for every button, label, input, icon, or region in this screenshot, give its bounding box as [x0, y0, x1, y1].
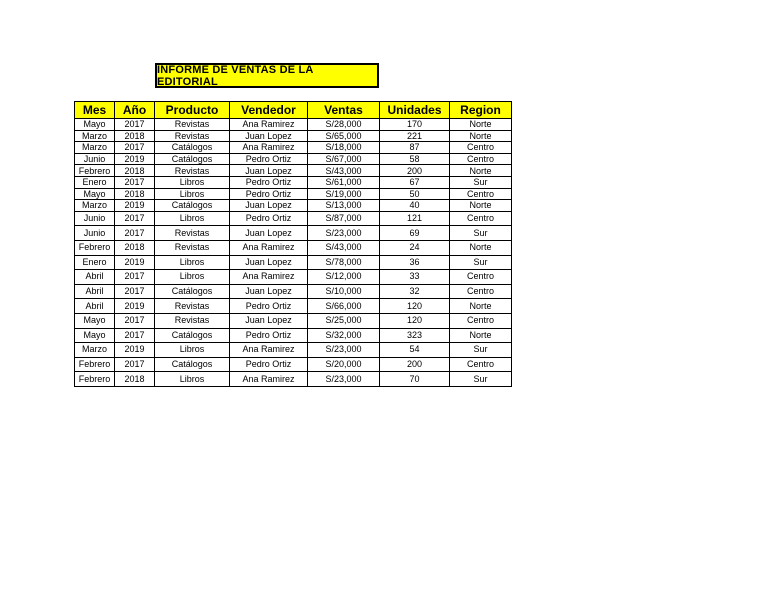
column-header-vendedor: Vendedor	[230, 102, 308, 119]
cell-producto: Libros	[155, 211, 230, 226]
cell-mes: Mayo	[75, 328, 115, 343]
cell-producto: Revistas	[155, 119, 230, 131]
cell-ventas: S/23,000	[308, 226, 380, 241]
cell-region: Sur	[450, 343, 512, 358]
table-row	[75, 284, 512, 299]
cell-unidades: 323	[380, 328, 450, 343]
cell-mes: Mayo	[75, 188, 115, 200]
cell-producto: Revistas	[155, 240, 230, 255]
cell-unidades: 200	[380, 165, 450, 177]
cell-mes: Mayo	[75, 119, 115, 131]
cell-vendedor: Juan Lopez	[230, 130, 308, 142]
cell-unidades: 36	[380, 255, 450, 270]
cell-unidades: 120	[380, 313, 450, 328]
cell-mes: Abril	[75, 299, 115, 314]
table-row	[75, 119, 512, 131]
cell-ano: 2018	[115, 188, 155, 200]
cell-vendedor: Ana Ramirez	[230, 270, 308, 285]
table-row	[75, 328, 512, 343]
cell-ventas: S/78,000	[308, 255, 380, 270]
cell-mes: Marzo	[75, 200, 115, 212]
cell-ventas: S/65,000	[308, 130, 380, 142]
column-header-ano: Año	[115, 102, 155, 119]
cell-ventas: S/18,000	[308, 142, 380, 154]
cell-vendedor: Ana Ramirez	[230, 240, 308, 255]
cell-ano: 2019	[115, 200, 155, 212]
cell-unidades: 70	[380, 372, 450, 387]
cell-unidades: 221	[380, 130, 450, 142]
cell-mes: Febrero	[75, 372, 115, 387]
column-header-producto: Producto	[155, 102, 230, 119]
cell-region: Centro	[450, 211, 512, 226]
cell-vendedor: Pedro Ortiz	[230, 153, 308, 165]
cell-ventas: S/19,000	[308, 188, 380, 200]
table-row	[75, 142, 512, 154]
cell-region: Sur	[450, 176, 512, 188]
cell-producto: Libros	[155, 188, 230, 200]
cell-producto: Libros	[155, 372, 230, 387]
cell-mes: Marzo	[75, 142, 115, 154]
cell-ano: 2017	[115, 328, 155, 343]
cell-region: Norte	[450, 299, 512, 314]
table-row	[75, 200, 512, 212]
cell-producto: Libros	[155, 270, 230, 285]
cell-unidades: 120	[380, 299, 450, 314]
cell-producto: Libros	[155, 343, 230, 358]
cell-region: Norte	[450, 240, 512, 255]
cell-mes: Junio	[75, 153, 115, 165]
table-row	[75, 226, 512, 241]
cell-region: Centro	[450, 357, 512, 372]
table-row	[75, 357, 512, 372]
cell-unidades: 170	[380, 119, 450, 131]
cell-ano: 2017	[115, 284, 155, 299]
cell-region: Norte	[450, 130, 512, 142]
cell-ventas: S/32,000	[308, 328, 380, 343]
cell-ventas: S/61,000	[308, 176, 380, 188]
cell-mes: Marzo	[75, 130, 115, 142]
cell-ano: 2019	[115, 299, 155, 314]
cell-ventas: S/28,000	[308, 119, 380, 131]
table-row	[75, 165, 512, 177]
report-title: INFORME DE VENTAS DE LA EDITORIAL	[155, 63, 379, 88]
cell-vendedor: Pedro Ortiz	[230, 328, 308, 343]
cell-mes: Febrero	[75, 165, 115, 177]
cell-unidades: 54	[380, 343, 450, 358]
cell-producto: Revistas	[155, 299, 230, 314]
table-row	[75, 255, 512, 270]
cell-vendedor: Juan Lopez	[230, 284, 308, 299]
sales-table	[74, 101, 512, 387]
cell-vendedor: Juan Lopez	[230, 255, 308, 270]
cell-region: Centro	[450, 313, 512, 328]
cell-unidades: 58	[380, 153, 450, 165]
cell-producto: Revistas	[155, 313, 230, 328]
cell-vendedor: Juan Lopez	[230, 313, 308, 328]
cell-producto: Catálogos	[155, 142, 230, 154]
cell-region: Norte	[450, 328, 512, 343]
cell-region: Centro	[450, 188, 512, 200]
cell-vendedor: Pedro Ortiz	[230, 176, 308, 188]
cell-vendedor: Juan Lopez	[230, 226, 308, 241]
cell-region: Centro	[450, 284, 512, 299]
table-row	[75, 372, 512, 387]
cell-mes: Abril	[75, 270, 115, 285]
cell-ano: 2017	[115, 211, 155, 226]
cell-region: Centro	[450, 270, 512, 285]
cell-mes: Abril	[75, 284, 115, 299]
cell-region: Norte	[450, 119, 512, 131]
cell-producto: Catálogos	[155, 284, 230, 299]
column-header-unidades: Unidades	[380, 102, 450, 119]
table-row	[75, 176, 512, 188]
cell-ano: 2017	[115, 357, 155, 372]
cell-ventas: S/20,000	[308, 357, 380, 372]
cell-ventas: S/87,000	[308, 211, 380, 226]
cell-ventas: S/66,000	[308, 299, 380, 314]
cell-vendedor: Ana Ramirez	[230, 119, 308, 131]
cell-ano: 2017	[115, 226, 155, 241]
cell-vendedor: Ana Ramirez	[230, 343, 308, 358]
table-row	[75, 188, 512, 200]
table-row	[75, 313, 512, 328]
cell-vendedor: Ana Ramirez	[230, 142, 308, 154]
table-row	[75, 153, 512, 165]
cell-unidades: 69	[380, 226, 450, 241]
cell-region: Centro	[450, 153, 512, 165]
cell-vendedor: Juan Lopez	[230, 165, 308, 177]
cell-ano: 2019	[115, 343, 155, 358]
cell-region: Sur	[450, 372, 512, 387]
cell-producto: Catálogos	[155, 200, 230, 212]
cell-ano: 2018	[115, 372, 155, 387]
cell-unidades: 87	[380, 142, 450, 154]
cell-ventas: S/25,000	[308, 313, 380, 328]
cell-region: Norte	[450, 200, 512, 212]
table-body	[75, 119, 512, 387]
cell-ano: 2017	[115, 313, 155, 328]
cell-ventas: S/23,000	[308, 343, 380, 358]
cell-ano: 2017	[115, 176, 155, 188]
cell-mes: Febrero	[75, 357, 115, 372]
cell-mes: Enero	[75, 255, 115, 270]
header-row	[75, 102, 512, 119]
table-row	[75, 240, 512, 255]
cell-unidades: 200	[380, 357, 450, 372]
cell-unidades: 121	[380, 211, 450, 226]
column-header-mes: Mes	[75, 102, 115, 119]
cell-region: Norte	[450, 165, 512, 177]
cell-vendedor: Pedro Ortiz	[230, 211, 308, 226]
cell-region: Sur	[450, 226, 512, 241]
cell-unidades: 40	[380, 200, 450, 212]
table-row	[75, 211, 512, 226]
cell-ventas: S/43,000	[308, 165, 380, 177]
cell-producto: Catálogos	[155, 328, 230, 343]
cell-ventas: S/12,000	[308, 270, 380, 285]
cell-mes: Junio	[75, 226, 115, 241]
cell-ventas: S/10,000	[308, 284, 380, 299]
cell-ventas: S/67,000	[308, 153, 380, 165]
cell-unidades: 67	[380, 176, 450, 188]
cell-producto: Catálogos	[155, 153, 230, 165]
cell-mes: Febrero	[75, 240, 115, 255]
cell-producto: Revistas	[155, 226, 230, 241]
cell-region: Sur	[450, 255, 512, 270]
cell-ano: 2017	[115, 142, 155, 154]
cell-vendedor: Pedro Ortiz	[230, 299, 308, 314]
cell-vendedor: Pedro Ortiz	[230, 188, 308, 200]
cell-unidades: 50	[380, 188, 450, 200]
cell-ano: 2018	[115, 165, 155, 177]
cell-unidades: 24	[380, 240, 450, 255]
cell-ano: 2019	[115, 153, 155, 165]
cell-ventas: S/13,000	[308, 200, 380, 212]
cell-vendedor: Ana Ramirez	[230, 372, 308, 387]
cell-vendedor: Pedro Ortiz	[230, 357, 308, 372]
cell-producto: Revistas	[155, 165, 230, 177]
column-header-ventas: Ventas	[308, 102, 380, 119]
cell-unidades: 32	[380, 284, 450, 299]
cell-ano: 2017	[115, 119, 155, 131]
cell-unidades: 33	[380, 270, 450, 285]
cell-producto: Libros	[155, 255, 230, 270]
cell-mes: Marzo	[75, 343, 115, 358]
cell-ano: 2018	[115, 130, 155, 142]
cell-producto: Revistas	[155, 130, 230, 142]
cell-vendedor: Juan Lopez	[230, 200, 308, 212]
cell-ano: 2019	[115, 255, 155, 270]
cell-ventas: S/23,000	[308, 372, 380, 387]
table-row	[75, 270, 512, 285]
cell-ventas: S/43,000	[308, 240, 380, 255]
cell-mes: Junio	[75, 211, 115, 226]
table-row	[75, 343, 512, 358]
cell-ano: 2018	[115, 240, 155, 255]
cell-mes: Mayo	[75, 313, 115, 328]
cell-mes: Enero	[75, 176, 115, 188]
cell-producto: Catálogos	[155, 357, 230, 372]
column-header-region: Region	[450, 102, 512, 119]
cell-producto: Libros	[155, 176, 230, 188]
cell-region: Centro	[450, 142, 512, 154]
table-row	[75, 299, 512, 314]
table-row	[75, 130, 512, 142]
cell-ano: 2017	[115, 270, 155, 285]
